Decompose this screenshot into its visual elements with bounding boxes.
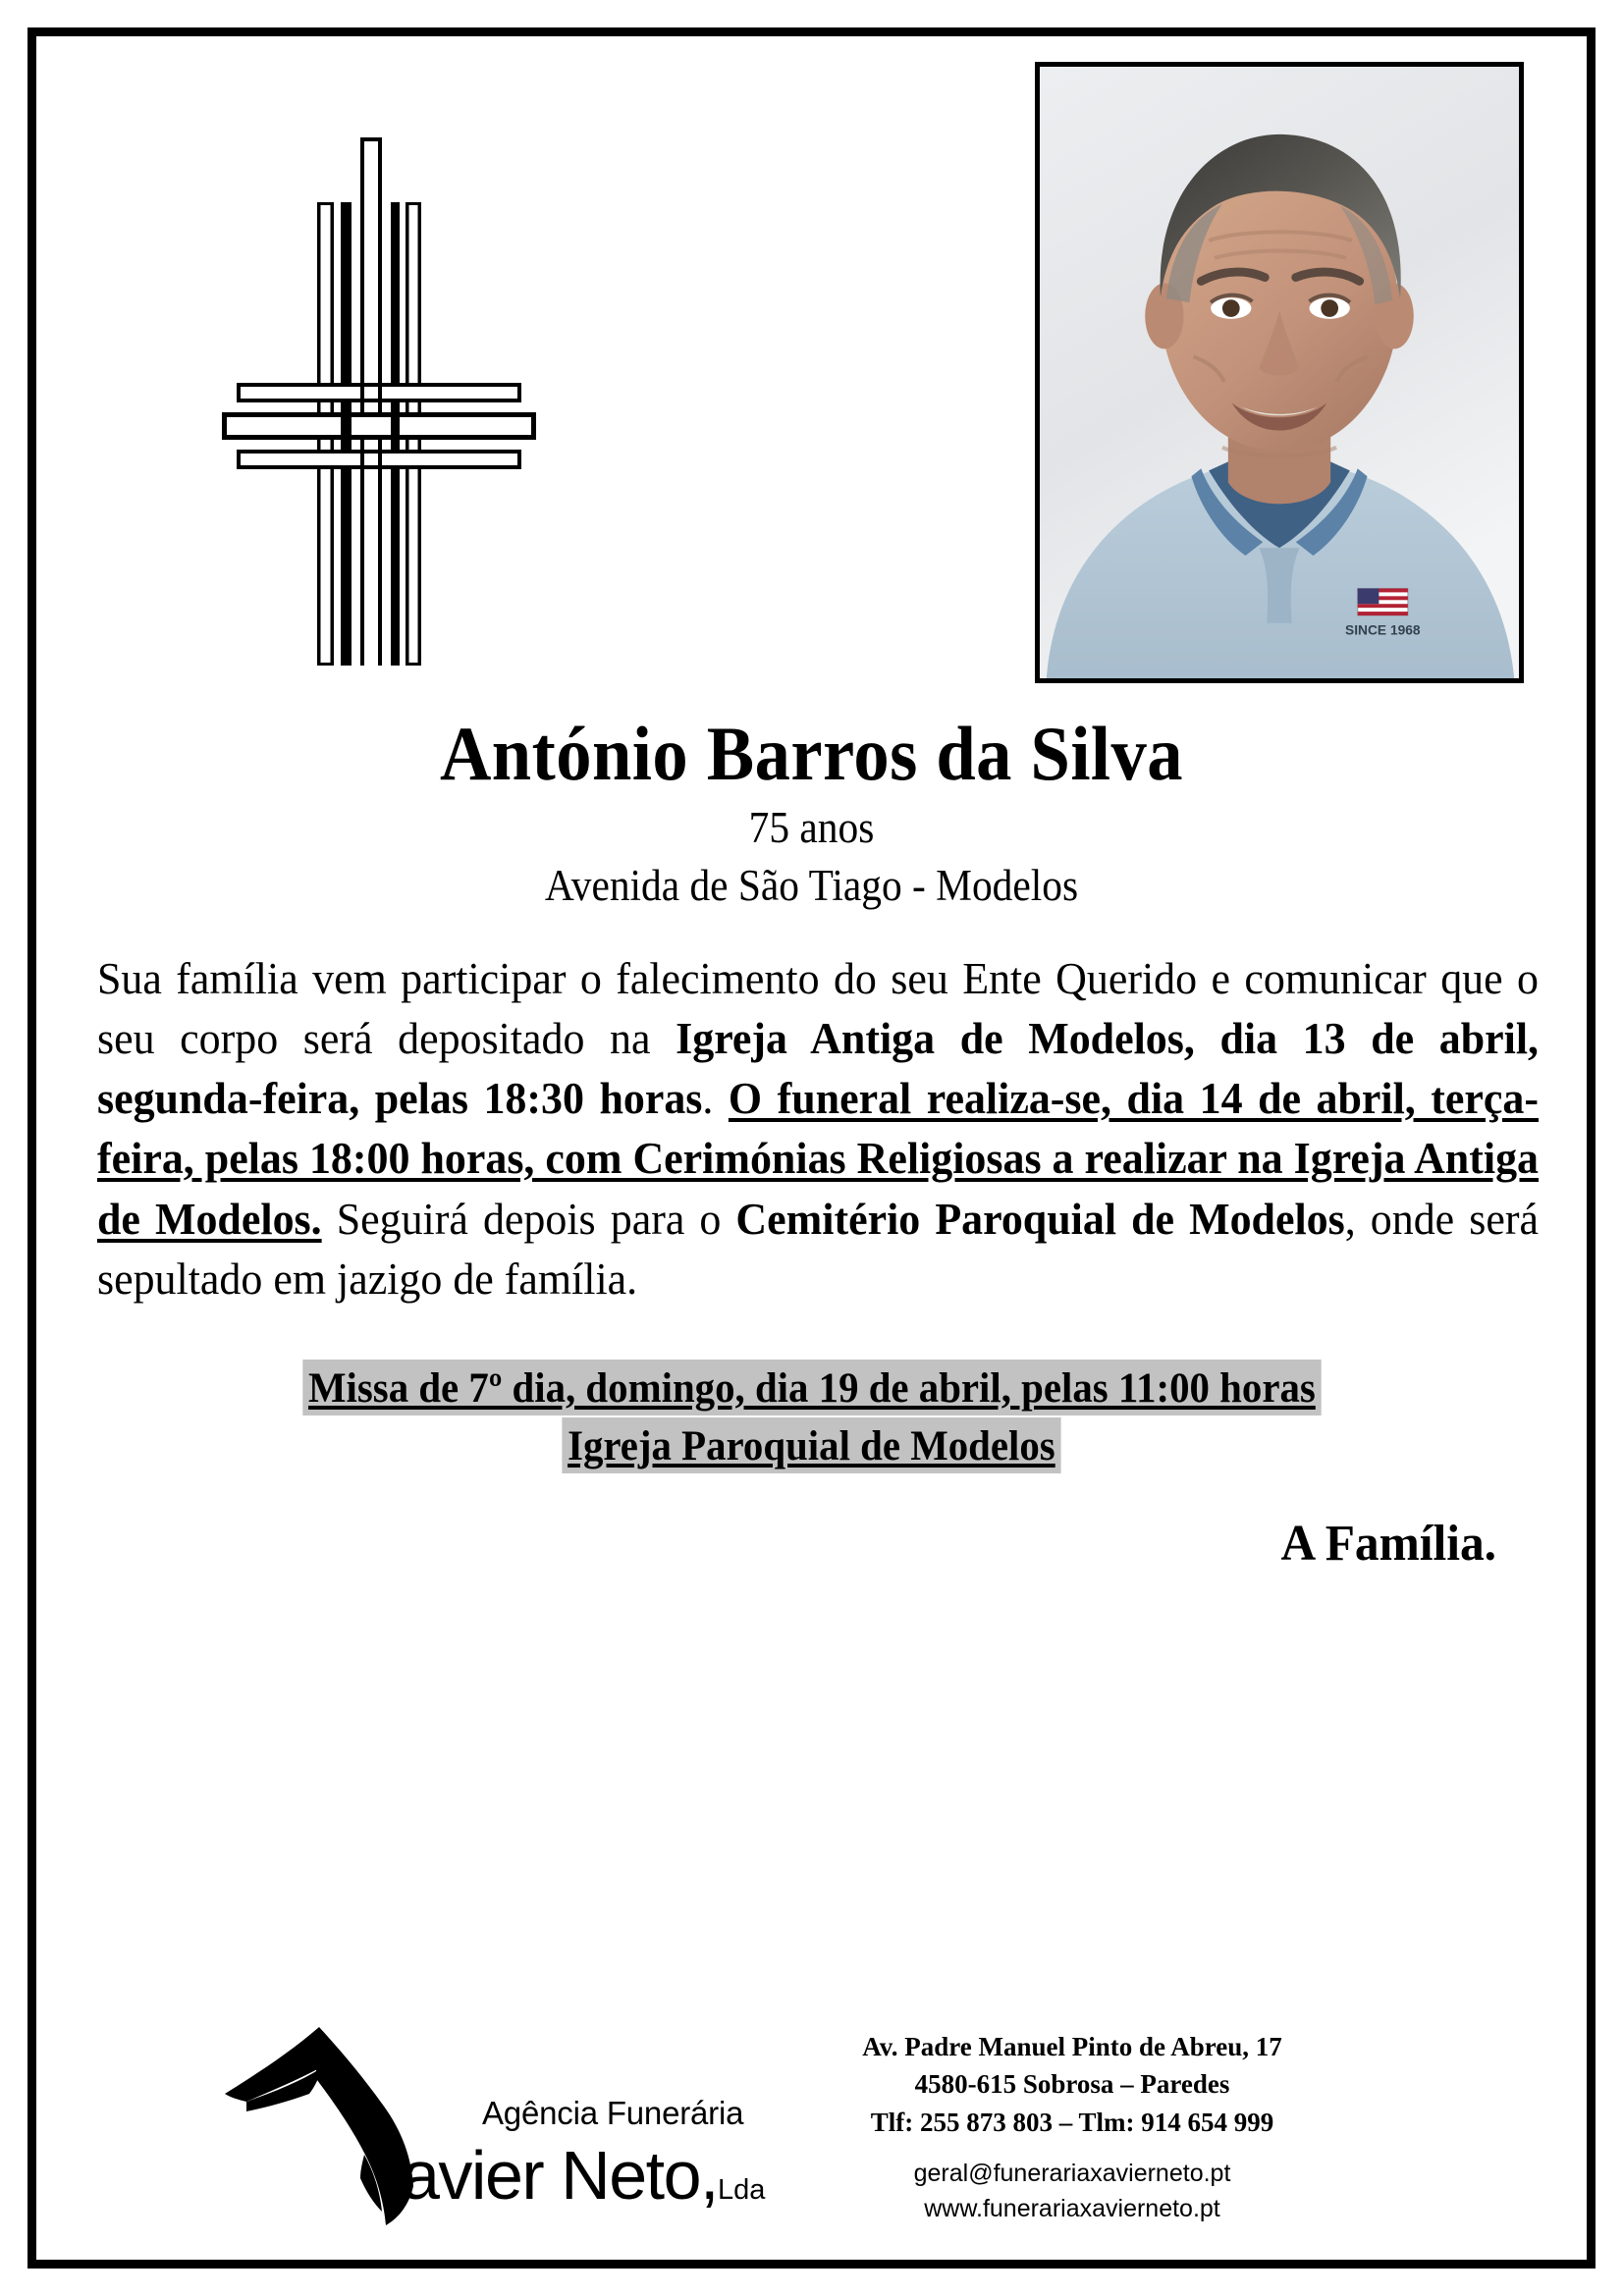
agency-web-block — [817, 2157, 1327, 2226]
agency-legal-suffix: Lda — [717, 2174, 766, 2206]
mass-datetime: Missa de 7º dia, domingo, dia 19 de abril, pelas 11:00 horas — [302, 1360, 1321, 1415]
header-zone — [89, 62, 1534, 710]
page-content — [36, 36, 1587, 2260]
mass-row-1 — [89, 1360, 1534, 1415]
deceased-address: Avenida de São Tiago - Modelos — [544, 861, 1079, 910]
deceased-age: 75 anos — [748, 803, 875, 853]
seventh-day-mass-block — [89, 1360, 1534, 1473]
footer — [89, 2002, 1534, 2248]
agency-address-line-2: 4580-615 Sobrosa – Paredes — [914, 2069, 1230, 2100]
agency-logo — [217, 2016, 826, 2242]
family-signature: A Família. — [1280, 1515, 1496, 1572]
svg-text:SINCE 1968: SINCE 1968 — [1345, 622, 1421, 638]
announcement-intro: Sua família vem participar o falecimento do seu Ente Querido e comunicar que o seu corpo será depositado na — [97, 952, 1540, 1064]
announcement-funeral-details: O funeral realiza-se, dia 14 de abril, terça-feira, pelas 18:00 horas, com Cerimónias Religiosas a realizar na Igreja Antiga de Modelos. — [97, 1073, 1540, 1244]
mass-row-2 — [89, 1417, 1534, 1473]
portrait-photo — [1035, 62, 1524, 683]
agency-tagline: Agência Funerária — [482, 2095, 744, 2131]
announcement-cemetery: Cemitério Paroquial de Modelos — [735, 1193, 1345, 1244]
announcement-sep-1: . — [702, 1073, 729, 1124]
agency-website[interactable]: www.funerariaxavierneto.pt — [924, 2194, 1220, 2222]
agency-phones: Tlf: 255 873 803 – Tlm: 914 654 999 — [870, 2107, 1274, 2137]
announcement-outro: , onde será sepultado em jazigo de família. — [97, 1193, 1539, 1304]
agency-email[interactable]: geral@funerariaxavierneto.pt — [913, 2160, 1231, 2187]
announcement-sep-2: Seguirá depois para o — [321, 1193, 736, 1244]
agency-name-text: avier Neto, — [402, 2137, 718, 2214]
announcement-deposit-details: Igreja Antiga de Modelos, dia 13 de abril, segunda-feira, pelas 18:30 horas — [97, 1013, 1540, 1124]
page-border-frame — [27, 27, 1596, 2269]
announcement-paragraph — [97, 948, 1539, 1308]
agency-name — [402, 2136, 765, 2215]
cross-icon — [197, 116, 551, 666]
mass-location: Igreja Paroquial de Modelos — [562, 1417, 1060, 1473]
agency-contact — [817, 2028, 1327, 2226]
agency-address-line-1: Av. Padre Manuel Pinto de Abreu, 17 — [862, 2032, 1282, 2062]
deceased-name: António Barros da Silva — [439, 711, 1184, 796]
